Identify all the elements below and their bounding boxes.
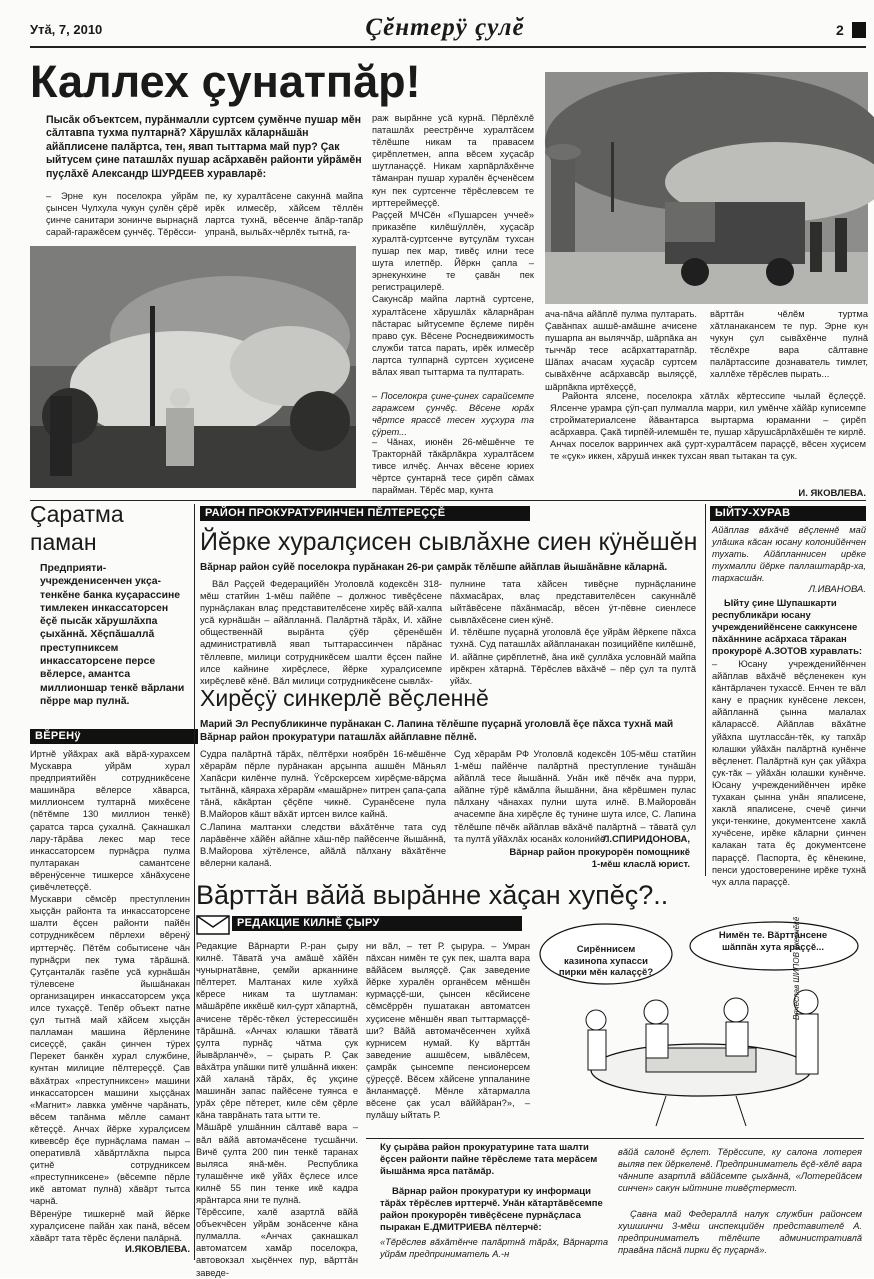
column-rule-left <box>194 504 195 1260</box>
prokuratura-text-1b: пулнине тата хăйсен тивĕçне пурнăçланине пăхмасăрах, влаç представителĕсен сакуннăлĕ ыйтăвĕсене пăхăнмасăр, вĕсен ÿт-пĕвне сиенлесе сывлăхĕсене сиен кÿнĕ. И. тĕлĕшпе пуçарнă уголовлă ĕçе уйрăм йĕркепе пăхса тухнă. Суд паташлăх айăпланакан позицийĕпе килĕшнĕ, И. айăпне çирĕплетнĕ, ăна икĕ çуллăха условнăй майпа ирĕкрен хăтарнă. Тĕрĕслев вăхăчĕ – пĕр çул та пултă уйăх. <box>450 579 696 686</box>
vartan-box-text: «Тĕрĕслев вăхăтĕнче палăртнă тăрăх, Вăрнарта уйрăм предприниматель А.-н <box>380 1237 608 1260</box>
prokuratura-text-2a: Судра палăртнă тăрăх, пĕлтĕрхи ноябрĕн 16-мĕшĕнче хĕрарăм пĕрле пурăнакан арçынпа ашшĕн Мăньял Хапăсри килĕнче пулнă. Ÿсĕрскерсем хирĕçме-вăрçма тытăннă, кăяраха хĕрарăм «машăрне» питрен çапа-çапа тăнă, кăкăртан çĕçĕпе чикнĕ. Суранĕсене пула В.Майоров кăшт вăхăт иртсен вилсе кайнă. С.Лапина малтанхи следстви вăхăтĕнче тата суд ларăвĕнче хăйĕн айăпне хăш-пĕр пайĕсенче йышăннă, В.Майорова хÿтĕленсе, айăлă пăлхану вăхăтĕнче вĕлерни каланă. <box>200 749 446 868</box>
yitu-hurav-rubric: ЫЙТУ-ХУРАВ <box>710 506 866 521</box>
cartoon-bubble-left: Сирĕннисем казинопа хупасси пирки мĕн калаççĕ? <box>558 944 654 978</box>
saratma-headline: Çаратма паман <box>30 501 124 555</box>
verenu-signature: И.ЯКОВЛЕВА. <box>125 1244 190 1255</box>
vartan-box-lead: Ку çырăва район прокуратурине тата шалти ĕçсен районти пайне тĕрĕслеме тата мерăсем йышăнма ярса патăмăр. <box>380 1142 598 1177</box>
yitu-hurav-answer-lead: Ыйту çине Шупашкарти республикăри юсану учрежденийĕнсене саккунсене пăхăннине асăрхаса тăракан прокурорĕ А.ЗОТОВ хуравлать: <box>712 598 863 657</box>
main-italic-question: – Поселокра çине-çинех сарайсемпе гаражсем çунчĕç. Вĕсене юрăх чĕртсе ярассĕ тесен хуçхура та çÿрет... <box>372 391 534 438</box>
main-col2: пе, ку хуралтăсене сакуннă майпа ирĕк илмесĕр, хăйсем тĕллĕн лартса тухнă, вĕсенче ăпăр-тапăр упранă, выльăх-чĕрлĕх тытнă, га- <box>205 191 363 238</box>
prokuratura-sub-1: Вăрнар район суйĕ поселокра пурăнакан 26-ри çамрăк тĕлĕшпе айăплав йышăнăвне кăларнă. <box>200 562 668 573</box>
fire-photo-left-illustration <box>30 246 356 488</box>
main-headline: Каллех çунатпăр! <box>30 56 421 107</box>
prokuratura-headline-1: Йĕрке хуралçисен сывлăхне сиен кÿнĕшĕн <box>200 528 698 556</box>
prokuratura-sig-role-1: Вăрнар район прокурорĕн помощникĕ <box>509 847 690 858</box>
prokuratura-signature: Л.СПИРИДОНОВА, <box>602 834 690 845</box>
prokuratura-headline-2: Хирĕçÿ синкерлĕ вĕçленнĕ <box>200 685 489 711</box>
cartoon-artist-credit: Вячеслав ШИПОВ ÿкерчĕкĕ <box>792 916 801 1020</box>
main-col4: ача-пăча айăплĕ пулма пултарать. Çавăнпах ашшĕ-амăшне ачисене пушарпа ан выляччăр, шăрпăка ан тыччăр тесе асăрхаттаратпăр. Шăпах ачасам хуçасăр суртсем сывăхĕнче асăрхавсăр выляççĕ, шăрпăкпа иртĕхеççĕ, <box>545 309 697 392</box>
vartan-headline: Вăрттăн вăйă вырăнне хăçан хупĕç?.. <box>196 880 669 910</box>
vartan-rubric: РЕДАКЦИЕ КИЛНĔ ÇЫРУ <box>232 916 522 931</box>
prokuratura-text-1a: Вăл Раççей Федерацийĕн Уголовлă кодексĕн 318-мĕш статйин 1-мĕш пайĕпе – должнос тивĕçĕсене пурнăçлакан влаç представителĕсене хирĕç вăй-халпа усă курнăшăн – айăпланнă. Палăртнă тăрăх, И. хăйне общественнăй вырăнта çÿĕр çĕренĕшĕн административлă явап тыттарассинчен пăрăнас тĕллевпе, милици сотрудникĕсем шалти ĕçсен пайне илсе кайнине хирĕçлесе, йĕрке хуралçисемпе хирĕçлевĕ кĕнĕ. Вăл милици сотрудникĕсене сывлăх- <box>200 579 442 686</box>
page-number: 2 <box>836 22 844 38</box>
fire-photo-left <box>30 246 356 488</box>
vartan-col1: Редакцие Вăрнарти Р.-ран çыру килнĕ. Тăватă уча амăшĕ хăйĕн чунырнатăвне, çемйи арканнине пĕлтерет. Малтанах киле хуйхă кĕресе никам та шутламан: мăшăрĕпе иккĕшĕ кил-çурт хăпартнă, ачисене тĕрĕс-тĕкел ÿстерессишĕн тăрăшнă. «Анчах юлашки тăватă çулта пурнăç чăтма çук йывăрланчĕ», – çырать Р. Çак вăхăтра упăшки питĕ улшăннă иккен: хăй халанă тăрăх, ĕç укçине машинăн запас пайĕсене туянса е урăх çĕре пĕтерет, киле сĕм çĕрле кăна таврăнать тата ытти те. Мăшăрĕ улшăннин сăлтавĕ вара – вăл вăйă автомачĕсене тусшăнчи. Вичĕ çулта 200 пин тенкĕ таранах выляса янă-мĕн. Республика тулашĕнче икĕ уйăх ĕçлесе илсе килнĕ 55 пин тенке икĕ кадра ярăнтарса яни те пулнă. Тĕрĕссипе, халĕ азартлă вăйă объекчĕсен уйрăм зонăсенче кăна пулмалла. «Анчах çакнашкал автоматсем хамăр поселокра, автовокзал хыçĕнчех пур, вăрттăн заведе- <box>196 941 358 1278</box>
paper-title: Çĕнтерÿ çулĕ <box>365 14 525 41</box>
prokuratura-sub-2: Марий Эл Республикинче пурăнакан С. Лапина тĕлĕшпе пуçарнă уголовлă ĕçе пăхса тухнă май Вăрнар район прокуратури паташлăх айăплавне пĕлнĕ. <box>200 719 674 743</box>
prokuratura-rubric: РАЙОН ПРОКУРАТУРИНЧЕН ПĔЛТЕРЕÇÇĔ <box>200 506 530 521</box>
column-rule-right <box>705 504 706 876</box>
verenu-text: Иртнĕ уйăхрах акă вăрă-хурахсем Мускавра уйрăм хурал предприятийĕн сотрудникĕсене машинăра вĕлерсе хăварса, миллионсем тултарнă михĕсене (пĕтĕмпе 130 миллион тенкĕ) çаратса тарса çухалнă. Çакнашкал лару-тăрăва лекес мар тесе инкассаторсем пурнăçра пулма пултаракан самантсене вĕренÿсенче тишкерсе хăнăхусене çивĕчлетеççĕ. Мускаври сĕмсĕр преступленин хыççăн районта та инкассаторсене шалти ĕçсен районти пайĕн сотрудникĕсем пĕрлехи вĕренÿ ирттерчĕç. Пĕтĕм событисене чăн пурнăçри пек тума тăрăшнă. Çутçанталăк газĕпе усă курнăшăн тÿлевсене йышăнакан организацирен инкассаторсем укçа илсе тухаççĕ. Тепĕр объект патне çул тытнă май хăйсем хыççăн палламан машина йĕрленине сисеççĕ, çакăн çинчен тÿрех Перекет банкĕн хурал службине, кунтан милицие пĕлтереççĕ. Çав вăхăтрах «преступниксен» машини инкассаторсен машини хыççăнах «Магнит» лавкка умĕнче чарăнать, вĕсем тапăнма мĕлле самант кĕтеççĕ. Анчах йĕрке хуралçисем кивевсĕр ĕçе пурнăçлама паман – оперативлă хăвăртлăхпа пырса çитнĕ сотрудниксем «преступниксене» (вĕсемпе пĕрле икĕ автомат пулнă) хăвăрт тытса чарнă. Вĕренÿре тишкернĕ май йĕрке хуралçисене пайăн хак панă, вĕсем хăвăрт тата тĕрĕс ĕçлени палăрнă. <box>30 749 190 1243</box>
main-col3: раж вырăнне усă курнă. Пĕрлĕхлĕ паташлăх реестрĕнче хуралтăсем тĕлĕшпе никам та правасем çирĕплетмен, аппа вĕсем хуçасăр шутланаççĕ. Никам харпăрлăхĕнче тăманран пушар хуралĕн ĕçченĕсем кун пек суртсенче тĕрĕслевсем те ирттереймеççĕ. Раççей МЧСĕн «Пушарсен уччеĕ» приказĕпе килĕшÿллĕн, хуçасăр хуралтă-суртсенче вутçулăм тухсан пушар пек мар, тивĕç илни тесе шута илетпĕр. Йĕркн çапла – эрнекунхине те çавăн пек регистрацилерĕ. Сакунсăр майпа лартнă суртсене, хуралтăсене хăрушлăх кăларнăран пăстарас ыйтусемпе ĕçлеме пирĕн право çук. Вĕсене Роснедвижимость служби татса парать, ирĕк илмесĕр лартса тулпарнă суртсен хуçисене вăлах явап тыттарма та пултарать. <box>372 113 534 377</box>
envelope-icon <box>196 915 230 935</box>
vartan-box-lead-2: Вăрнар район прокуратури ку информаци тăрăх тĕрĕслев ирттерчĕ. Унăн кăтартăвĕсемпе район прокурорĕн тивĕçĕсене пурнăçласа пыракан Е.ДМИТРИЕВА пĕлтерчĕ: <box>380 1186 603 1233</box>
verenu-rubric: ВĔРЕНÿ <box>30 729 198 744</box>
prokuratura-text-2b: Суд хĕрарăм РФ Уголовлă кодексĕн 105-мĕш статйин 1-мĕш пайĕнче палăртнă преступление тунăшăн айăплă тесе йышăннă. Унăн икĕ пĕчĕк ача пурри, айăпне тÿрĕ кăмăлпа йышăнни, ăна кĕрĕшмен пулас пăлхану чăнахах пулни шута илнĕ. В.Майоровăн ачасемпе ăна хирĕçле ĕç тунине шута илсе, С. Лапина тĕлĕшпе пĕчĕк айăплав вăхăчĕ палăртнă – тăватă çул та пултă уйăхлăх юсанăх колонийĕ. <box>454 749 696 844</box>
main-col3b: – Чăнах, июнĕн 26-мĕшĕнче те Тракторнăй тăкăрлăкра хуралтăсем тивсе илчĕç. Анчах вĕсене юриех чĕртсе çунтарнă тесе çирĕп сăмах парайман. Тĕрĕс мар, кунта <box>372 437 534 496</box>
yitu-hurav-question: Айăплав вăхăчĕ вĕçленнĕ май улăшка кăсан юсану колонийĕнчен тухать. Айăпланнисен ирĕке тухмалли йĕрке паллаштарăр-ха, тархасшăн. <box>712 525 866 584</box>
main-col5: вăрттăн чĕлĕм туртма хăтланакансем те пур. Эрне кун чукун çул сывăхĕнче пулнă тĕслĕхре вара сăлтавне палăртассипе дознаватель тимлет, халлĕхе тĕрĕслев пырать... <box>710 309 868 380</box>
fire-photo-right-illustration <box>545 72 868 304</box>
main-col-wide: Районта ялсене, поселокра хăтлăх кĕртессипе чылай ĕçлеççĕ. Ялсенче урамра çÿп-çап пулмалла марри, кил умĕнче хăйăр куписемпе стройматериалсене йăвантарса выртарма юраманни – çирĕп асăрхавра. Çакă тирпĕй-илемшĕн те, пушар хăрушсăрлăхĕшĕн те кирлĕ. Анчах поселок варринчех акă çурт-хуралтăсем параççĕ, вĕсен хуçисем те «çук» иккен, хăрушă инкек тухсан явап тытакан та çук. <box>550 391 866 462</box>
vartan-box-right: вăйă салонĕ ĕçлет. Тĕрĕссипе, ку салона лотерея выляв пек йĕркеленĕ. Предприниматель ĕçĕ-хĕлĕ вара чăннипе азартлă вăйăсемпе çыхăннă, «Лотерейăсем синчен» сакун ыйтнине тивĕçтермест. <box>618 1147 862 1194</box>
masthead-rule <box>30 46 866 48</box>
fire-photo-right <box>545 72 868 304</box>
cartoon-bubble-right: Нимĕн те. Вăрттăнсене шăппăн хута яраççĕ... <box>718 930 828 953</box>
vartan-col2: ни вăл, – тет Р. çырура. – Умран пăхсан нимĕн те çук пек, шалта вара вăйăсем выляççĕ. Çак заведение йĕрке хуралĕн органĕсем мĕншĕн курмаççĕ-ши, çынсен кĕсйисене сĕмсĕррĕн пушатакан автоматсен хуçисене мĕншĕн явап тыттармаççĕ-ши? Вăйă автомачĕсенчен хуйхă курнисем нумай. Ку вăрттăн заведение ашшĕсем, ывăлĕсем, çамрăк çынсемпе пенсионерсем çÿреççĕ. Вĕсем хăйсене уппаланине ăнланмаççĕ. Мĕнле хăтармалла вĕсене çак усал вăййăран?», – пулăшу ыйтать Р. <box>366 941 530 1121</box>
main-lead: Пысăк объектсем, пурăнмалли суртсем çумĕнче пушар мĕн сăлтавпа тухма пултарнă? Хăрушлăх кăларнăшăн айăплисене палăртса, тен, явап тыттарма май пур? Çак ыйтусем çине паташлăх пушар асăрхавĕн районти уйрăмĕн пуçлăхĕ Александр ШУРДЕЕВ хуравларĕ: <box>46 114 362 180</box>
main-signature: И. ЯКОВЛЕВА. <box>798 488 866 499</box>
issue-date: Утă, 7, 2010 <box>30 22 103 37</box>
saratma-lead: Предприяти-учрежденисенчен укçа-тенкĕне банка куçарассине тимлекен инкассаторсен ĕçĕ пысăк хăрушлăхпа çыхăннă. Хĕçпăшаллă преступниксем инкассаторсене персе вĕлерсе, амантса миллионшар тенкĕ вăрлани пĕрре мар пулнă. <box>40 563 185 707</box>
page-marker <box>852 22 866 38</box>
main-col1: – Эрне кун поселокра уйрăм çынсен Чулхула чукун çулĕн çĕрĕ çинче санитари зонинче вырнаçнă сарай-гаражĕсем çунчĕç. Тĕрĕсси- <box>46 191 198 238</box>
vartan-box-right-2: Çавна май Федераллă налук службин районсем хушшинчи 3-мĕш инспекцийĕн представителĕ А. предпринимателъ тĕлĕшпе административлă правăна пăснă пирки ĕç пуçарнă». <box>618 1209 862 1256</box>
yitu-hurav-question-signature: Л.ИВАНОВА. <box>808 584 866 595</box>
prokuratura-sig-role-2: 1-мĕш класлă юрист. <box>591 859 690 870</box>
yitu-hurav-answer: – Юсану учрежденийĕнчен айăплав вăхăчĕ вĕçленекен кун кăнтăрлачен тухассĕ. Енчен те вăл кану е праçник кунĕсене лексен, айăпланнă çынна малалах кăларассĕ. Айăплав вăхăтне уйăхпа шутлассăн-тĕк, ку тапхăр юлашки уйăхăн палăртнă кунĕнче вĕçленет. Палăртнă кун çак уйăхра çук-тăк – уйăхăн юлашки кунĕнче. Юсану учрежденийĕнчен ирĕке тухакан çынна унăн япалисене, хаклă япалисене, счечĕ çинчи укçи-тенкине, документсене хаклă хучĕсене, ирĕке кăларни çинчен калакан тата ĕç документсене параççĕ. Паспорта, ĕç кĕнекине, пенси удостоверенине ирĕке тухнă чух алла параççĕ. <box>712 659 866 887</box>
